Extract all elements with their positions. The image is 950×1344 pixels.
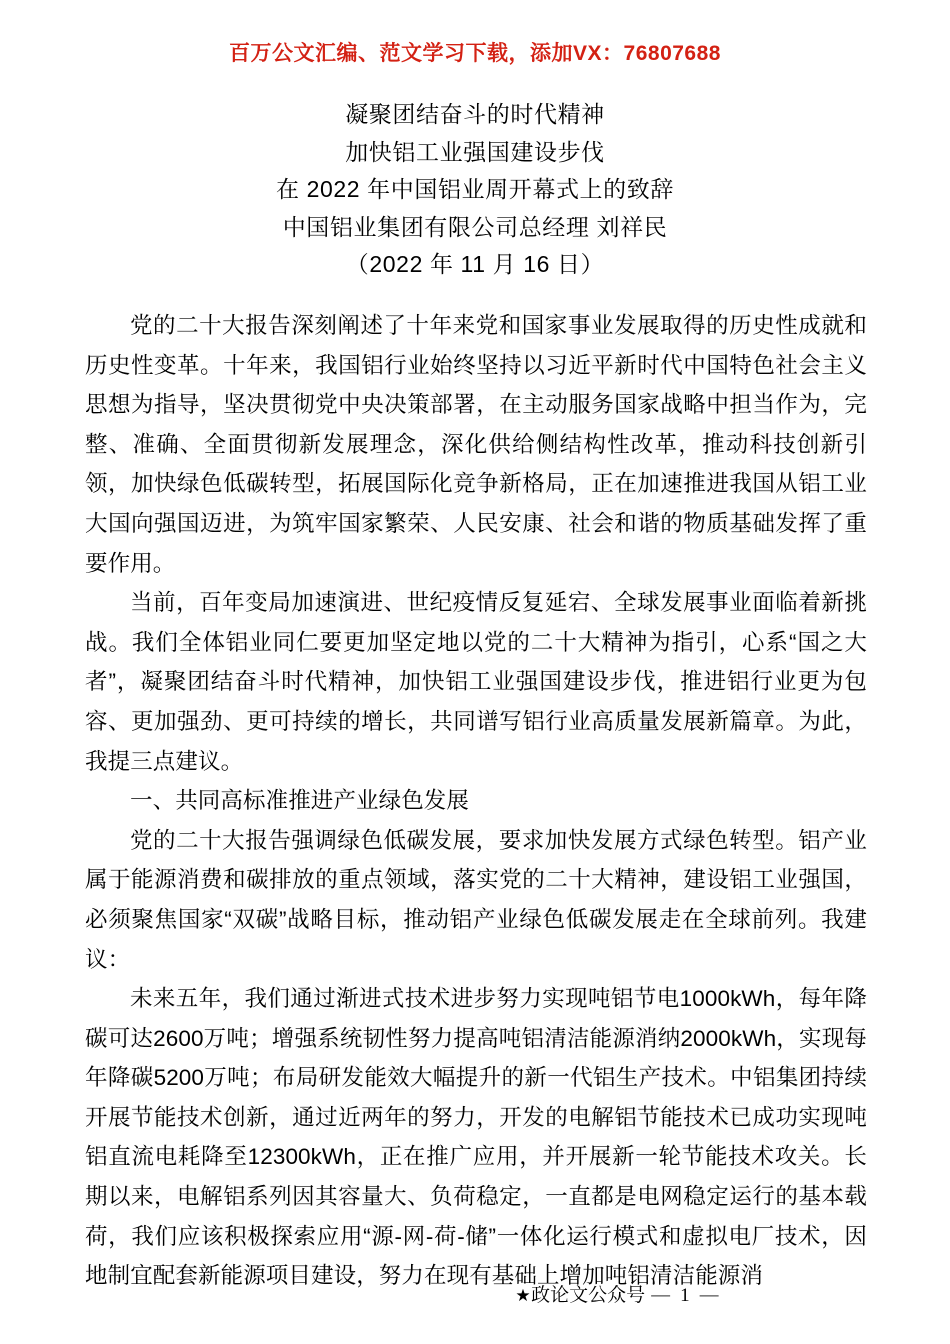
- title-line-1: 凝聚团结奋斗的时代精神: [345, 101, 605, 127]
- title-block: [0, 96, 950, 284]
- paragraph-3: 党的二十大报告强调绿色低碳发展，要求加快发展方式绿色转型。铝产业属于能源消费和碳排放的重点领域，落实党的二十大精神，建设铝工业强国，必须聚焦国家“双碳”战略目标，推动铝产业绿色低碳发展走在全球前列。我建议：: [85, 827, 867, 972]
- footer-watermark-label: 政论文公众号: [531, 1285, 646, 1306]
- promo-banner-text: 百万公文汇编、范文学习下载，添加VX：76807688: [229, 42, 721, 65]
- title-line-4: 中国铝业集团有限公司总经理 刘祥民: [282, 213, 668, 240]
- footer-inner: [225, 1283, 724, 1309]
- paragraph-2: 当前，百年变局加速演进、世纪疫情反复延宕、全球发展事业面临着新挑战。我们全体铝业同仁要更加坚定地以党的二十大精神为指引，心系“国之大者”，凝聚团结奋斗时代精神，加快铝工业强国建设步伐，推进铝行业更为包容、更加强劲、更可持续的增长，共同谱写铝行业高质量发展新篇章。为此，我提三点建议。: [85, 590, 867, 774]
- star-icon: ★: [515, 1286, 532, 1305]
- paragraph-4: 未来五年，我们通过渐进式技术进步努力实现吨铝节电1000kWh，每年降碳可达2600万吨；增强系统韧性努力提高吨铝清洁能源消纳2000kWh，实现每年降碳5200万吨；布局研发能效大幅提升的新一代铝生产技术。中铝集团持续开展节能技术创新，通过近两年的努力，开发的电解铝节能技术已成功实现吨铝直流电耗降至12300kWh，正在推广应用，并开展新一轮节能技术攻关。长期以来，电解铝系列因其容量大、负荷稳定，一直都是电网稳定运行的基本载荷，我们应该积极探索应用“源-网-荷-储”一体化运行模式和虚拟电厂技术，因地制宜配套新能源项目建设，努力在现有基础上增加吨铝清洁能源消: [85, 986, 867, 1289]
- footer-dash-right: —: [699, 1285, 719, 1306]
- title-line-5: （2022 年 11 月 16 日）: [345, 251, 605, 277]
- footer-dash-left: —: [651, 1285, 671, 1306]
- page-footer: [0, 1283, 950, 1309]
- paragraph-1: 党的二十大报告深刻阐述了十年来党和国家事业发展取得的历史性成就和历史性变革。十年来，我国铝行业始终坚持以习近平新时代中国特色社会主义思想为指导，坚决贯彻党中央决策部署，在主动服务国家战略中担当作为，完整、准确、全面贯彻新发展理念，深化供给侧结构性改革，推动科技创新引领，加快绿色低碳转型，拓展国际化竞争新格局，正在加速推进我国从铝工业大国向强国迈进，为筑牢国家繁荣、人民安康、社会和谐的物质基础发挥了重要作用。: [85, 313, 867, 576]
- section-heading-1: 一、共同高标准推进产业绿色发展: [130, 788, 470, 814]
- page-number: 1: [680, 1285, 690, 1306]
- title-line-2: 加快铝工业强国建设步伐: [345, 138, 605, 165]
- document-body: [85, 306, 867, 1296]
- title-line-3: 在 2022 年中国铝业周开幕式上的致辞: [276, 176, 674, 202]
